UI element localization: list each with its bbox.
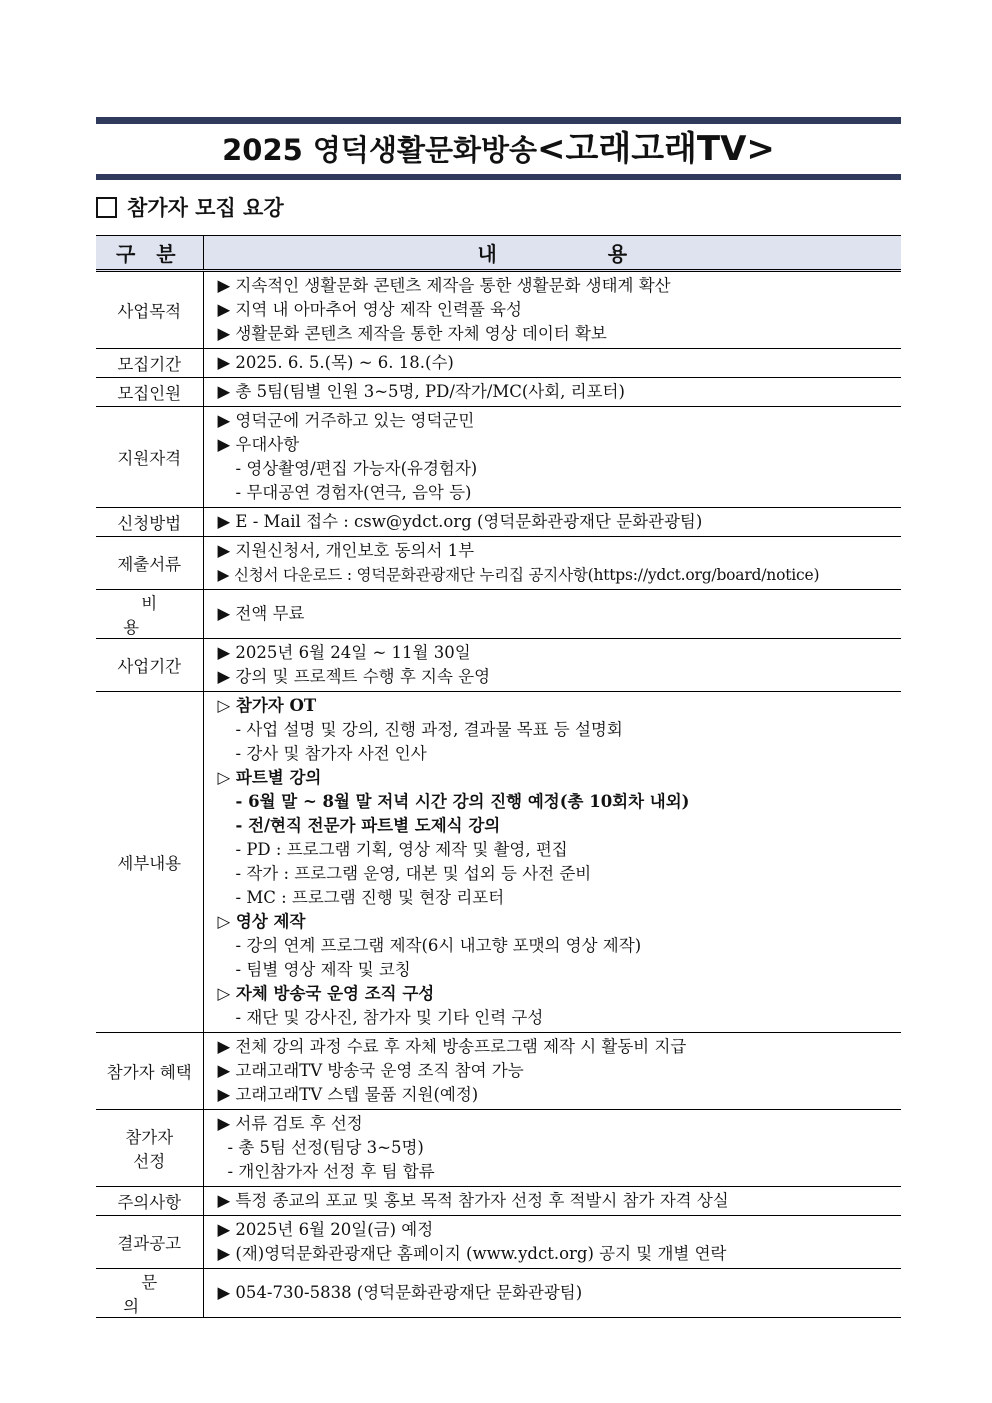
- table-row: [96, 349, 901, 378]
- list-item: ▷ 참가자 OT: [217, 696, 317, 715]
- list-item: ▶ 2025년 6월 24일 ~ 11월 30일: [217, 643, 471, 662]
- section-heading: [96, 192, 284, 222]
- title-rule-bottom: [96, 174, 901, 180]
- list-item: ▶ 강의 및 프로젝트 수행 후 지속 운영: [217, 667, 491, 686]
- table-row: [96, 639, 901, 692]
- recruitment-table: [96, 235, 901, 1318]
- row-content: [203, 1216, 901, 1269]
- row-content: [203, 1033, 901, 1110]
- list-item: - 전/현직 전문가 파트별 도제식 강의: [235, 816, 501, 835]
- list-item: - 강사 및 참가자 사전 인사: [235, 744, 427, 763]
- list-item: - 6월 말 ~ 8월 말 저녁 시간 강의 진행 예정(총 10회차 내외): [235, 792, 690, 811]
- list-item: - MC : 프로그램 진행 및 현장 리포터: [235, 888, 505, 907]
- row-key: 세부내용: [96, 692, 203, 1033]
- table-row: [96, 537, 901, 590]
- row-key: 지원자격: [96, 407, 203, 508]
- row-content: [203, 537, 901, 590]
- table-row: [96, 271, 901, 349]
- row-key: [96, 1110, 203, 1187]
- list-item: ▶ 2025년 6월 20일(금) 예정: [217, 1220, 434, 1239]
- document-title: [96, 127, 901, 171]
- list-item: ▶ 영덕군에 거주하고 있는 영덕군민: [217, 411, 475, 430]
- list-item: - 개인참가자 선정 후 팀 합류: [227, 1162, 435, 1181]
- list-item: ▶ 지속적인 생활문화 콘텐츠 제작을 통한 생활문화 생태계 확산: [217, 276, 671, 295]
- row-content: [203, 1269, 901, 1318]
- title-block: [96, 117, 901, 181]
- table-row: [96, 1110, 901, 1187]
- table-header-row: [96, 236, 901, 271]
- list-item: ▷ 영상 제작: [217, 912, 306, 931]
- row-key: 비 용: [96, 590, 203, 639]
- row-content: [203, 378, 901, 407]
- row-content: [203, 271, 901, 349]
- table-row: [96, 378, 901, 407]
- row-key-line: 참가자: [125, 1128, 174, 1147]
- list-item: ▶ 2025. 6. 5.(목) ~ 6. 18.(수): [217, 353, 454, 372]
- row-key: 모집인원: [96, 378, 203, 407]
- list-item: - 재단 및 강사진, 참가자 및 기타 인력 구성: [235, 1008, 544, 1027]
- list-item: ▶ 총 5팀(팀별 인원 3~5명, PD/작가/MC(사회, 리포터): [217, 382, 625, 401]
- table-row: [96, 692, 901, 1033]
- list-item: ▶ 특정 종교의 포교 및 홍보 목적 참가자 선정 후 적발시 참가 자격 상실: [217, 1191, 729, 1210]
- title-prefix: 2025 영덕생활문화방송: [222, 133, 538, 167]
- list-item: - 작가 : 프로그램 운영, 대본 및 섭외 등 사전 준비: [235, 864, 592, 883]
- row-key: 참가자 혜택: [96, 1033, 203, 1110]
- list-item: - 팀별 영상 제작 및 코칭: [235, 960, 411, 979]
- list-item: ▷ 자체 방송국 운영 조직 구성: [217, 984, 435, 1003]
- row-content: [203, 508, 901, 537]
- list-item: ▶ 생활문화 콘텐츠 제작을 통한 자체 영상 데이터 확보: [217, 324, 607, 343]
- list-item: ▶ 054-730-5838 (영덕문화관광재단 문화관광팀): [217, 1283, 583, 1302]
- list-item: ▶ E - Mail 접수 : csw@ydct.org (영덕문화관광재단 문화관광팀): [217, 512, 703, 531]
- list-item: ▶ 신청서 다운로드 : 영덕문화관광재단 누리집 공지사항(https://ydct.org/board/notice): [217, 566, 820, 584]
- list-item: ▶ (재)영덕문화관광재단 홈페이지 (www.ydct.org) 공지 및 개별 연락: [217, 1244, 727, 1263]
- row-key: 사업기간: [96, 639, 203, 692]
- header-category: 구 분: [96, 236, 203, 271]
- list-item: ▶ 전체 강의 과정 수료 후 자체 방송프로그램 제작 시 활동비 지급: [217, 1037, 687, 1056]
- list-item: ▶ 우대사항: [217, 435, 300, 454]
- table-row: [96, 1033, 901, 1110]
- row-key: 사업목적: [96, 271, 203, 349]
- row-content: [203, 692, 901, 1033]
- row-content: [203, 1187, 901, 1216]
- title-rule-top: [96, 117, 901, 124]
- list-item: ▶ 지역 내 아마추어 영상 제작 인력풀 육성: [217, 300, 522, 319]
- list-item: ▶ 지원신청서, 개인보호 동의서 1부: [217, 541, 475, 560]
- list-item: - 강의 연계 프로그램 제작(6시 내고향 포맷의 영상 제작): [235, 936, 642, 955]
- table-row: [96, 1216, 901, 1269]
- row-content: [203, 349, 901, 378]
- list-item: ▶ 고래고래TV 스텝 물품 지원(예정): [217, 1085, 479, 1104]
- checkbox-icon: [96, 197, 117, 218]
- row-key: 모집기간: [96, 349, 203, 378]
- title-brand: <고래고래TV>: [537, 129, 775, 169]
- table-row: [96, 1269, 901, 1318]
- list-item: - 사업 설명 및 강의, 진행 과정, 결과물 목표 등 설명회: [235, 720, 623, 739]
- list-item: - PD : 프로그램 기획, 영상 제작 및 촬영, 편집: [235, 840, 568, 859]
- list-item: - 총 5팀 선정(팀당 3~5명): [227, 1138, 424, 1157]
- section-heading-text: 참가자 모집 요강: [127, 196, 284, 220]
- row-content: [203, 1110, 901, 1187]
- row-content: [203, 639, 901, 692]
- list-item: - 영상촬영/편집 가능자(유경험자): [235, 459, 478, 478]
- table-row: [96, 1187, 901, 1216]
- row-content: [203, 590, 901, 639]
- list-item: ▶ 서류 검토 후 선정: [217, 1114, 363, 1133]
- row-content: [203, 407, 901, 508]
- row-key: 문 의: [96, 1269, 203, 1318]
- row-key: 결과공고: [96, 1216, 203, 1269]
- row-key: 신청방법: [96, 508, 203, 537]
- list-item: ▶ 전액 무료: [217, 604, 305, 623]
- table-row: [96, 508, 901, 537]
- list-item: ▷ 파트별 강의: [217, 768, 322, 787]
- list-item: ▶ 고래고래TV 방송국 운영 조직 참여 가능: [217, 1061, 524, 1080]
- header-content: 내 용: [203, 236, 901, 271]
- table-row: [96, 590, 901, 639]
- row-key: 주의사항: [96, 1187, 203, 1216]
- row-key-line: 선정: [133, 1152, 166, 1171]
- row-key: 제출서류: [96, 537, 203, 590]
- list-item: - 무대공연 경험자(연극, 음악 등): [235, 483, 472, 502]
- table-row: [96, 407, 901, 508]
